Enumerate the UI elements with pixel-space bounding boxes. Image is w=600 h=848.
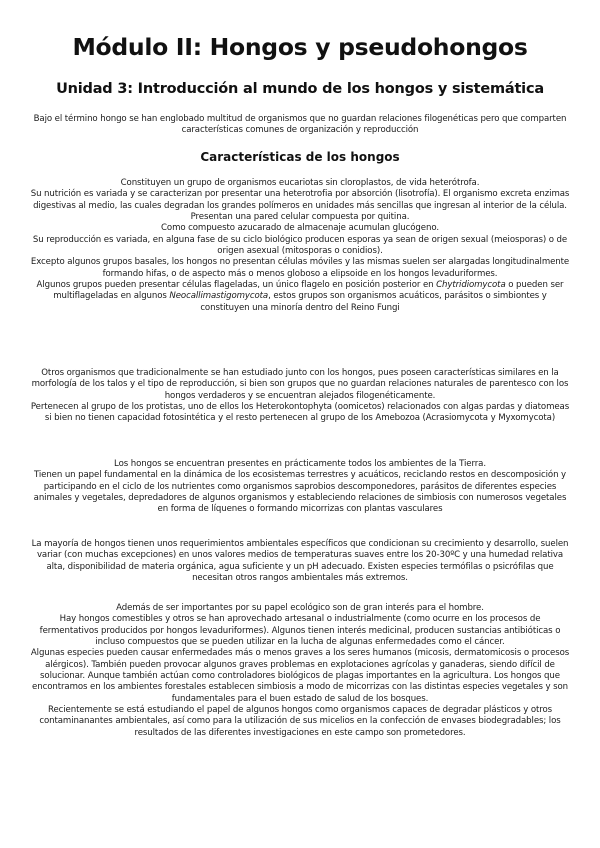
paragraph: La mayoría de hongos tienen unos requerimientos ambientales específicos que condicionan su crecimiento y desarrollo, suelen variar (con muchas excepciones) en unos valores medios de temperaturas suaves entre los 20-30ºC y una humedad relativa alta, disponibilidad de materia orgánica, agua suficiente y un pH adecuado. Existen especies termófilas o psicrófilas que necesitan otros rangos ambientales más extremos. [31, 539, 569, 584]
intro-paragraph [30, 114, 570, 137]
taxon-name: Neocallimastigomycota [169, 291, 269, 302]
paragraph: Presentan una pared celular compuesta por quitina. [190, 212, 410, 223]
importance-block [30, 603, 570, 739]
paragraph: Su nutrición es variada y se caracterizan por presentar una heterotrofia por absorción (lisotrofía). El organismo excreta enzimas digestivas al medio, las cuales degradan los grandes polímeros en unidades más sencillas que ingresan al interior de la célula. [30, 189, 570, 211]
paragraph: Otros organismos que tradicionalmente se han estudiado junto con los hongos, pues poseen características similares en la morfología de los talos y el tipo de reproducción, si bien son grupos que no guardan relaciones naturales de parentesco con los hongos verdaderos y se encuentran alejados filogenéticamente. [31, 368, 569, 401]
paragraph: Los hongos se encuentran presentes en prácticamente todos los ambientes de la Tierra. [114, 459, 486, 469]
requirements-block [30, 539, 570, 584]
paragraph: Como compuesto azucarado de almacenaje acumulan glucógeno. [161, 223, 439, 234]
paragraph: Hay hongos comestibles y otros se han aprovechado artesanal o industrialmente (como ocurre en los procesos de fermentativos producidos por hongos levaduriformes). Algunos tienen interés medicinal, producen sustancias antibióticas o incluso compuestos que se pueden utilizar en la lucha de algunas enfermedades como el cáncer. [39, 614, 561, 648]
paragraph: Constituyen un grupo de organismos eucariotas sin cloroplastos, de vida heterótrofa. [120, 178, 480, 188]
unit-title: Unidad 3: Introducción al mundo de los hongos y sistemática [56, 81, 544, 97]
text-segment: o pueden ser multiflageladas en algunos [53, 280, 564, 302]
text-segment: , estos grupos son organismos acuáticos, parásitos o simbiontes y constituyen una minoría dentro del Reino Fungi [200, 291, 547, 313]
paragraph: Recientemente se está estudiando el papel de algunos hongos como organismos capaces de degradar plásticos y otros contaminanantes ambientales, así como para la utilización de sus micelios en la confección de envases biodegradables; los resultados de las diferentes investigaciones en este campo son prometedores. [39, 705, 561, 738]
intro-text: Bajo el término hongo se han englobado multitud de organismos que no guardan relaciones filogenéticas pero que comparten características comunes de organización y reproducción [33, 114, 567, 136]
paragraph: Además de ser importantes por su papel ecológico son de gran interés para el hombre. [116, 603, 484, 613]
section-title: Características de los hongos [200, 150, 400, 164]
habitat-block [30, 459, 570, 516]
page-title: Módulo II: Hongos y pseudohongos [72, 33, 528, 61]
paragraph [30, 280, 570, 314]
paragraph: Excepto algunos grupos basales, los hongos no presentan células móviles y las mismas suelen ser alargadas longitudinalmente formando hifas, o de aspecto más o menos globoso a elipsoide en los hongos levaduriformes. [30, 257, 570, 279]
paragraph: Pertenecen al grupo de los protistas, uno de ellos los Heterokontophyta (oomicetos) relacionados con algas pardas y diatomeas si bien no tienen capacidad fotosintética y el resto pertenecen al grupo de los Amebozoa (Acrasiomycota y Myxomycota) [30, 402, 570, 424]
taxon-name: Chytridiomycota [436, 280, 506, 291]
characteristics-block [30, 178, 570, 314]
paragraph: Su reproducción es variada, en alguna fase de su ciclo biológico producen esporas ya sean de origen sexual (meiosporas) o de origen asexual (mitosporas o conidios). [32, 234, 568, 257]
paragraph: Algunas especies pueden causar enfermedades más o menos graves a los seres humanos (micosis, dermatomicosis o procesos alérgicos). También pueden provocar algunos graves problemas en explotaciones agrícolas y ganaderas, siendo difícil de solucionar. Aunque también actúan como controladores biológicos de plagas importantes en la agricultura. Los hongos que encontramos en los ambientes forestales establecen simbiosis a modo de micorrizas con las distintas especies vegetales y son fundamentales para el buen estado de salud de los bosques. [30, 648, 570, 704]
text-segment: Algunos grupos pueden presentar células flageladas, un único flagelo en posición posterior en [36, 280, 437, 291]
pseudofungi-block [30, 368, 570, 425]
paragraph: Tienen un papel fundamental en la dinámica de los ecosistemas terrestres y acuáticos, reciclando restos en descomposición y participando en el ciclo de los nutrientes como organismos saprobios descomponedores, parásitos de diferentes especies animales y vegetales, depredadores de algunos organismos y estableciendo relaciones de simbiosis con numerosos vegetales en forma de líquenes o formando micorrizas con plantas vasculares [33, 470, 567, 515]
